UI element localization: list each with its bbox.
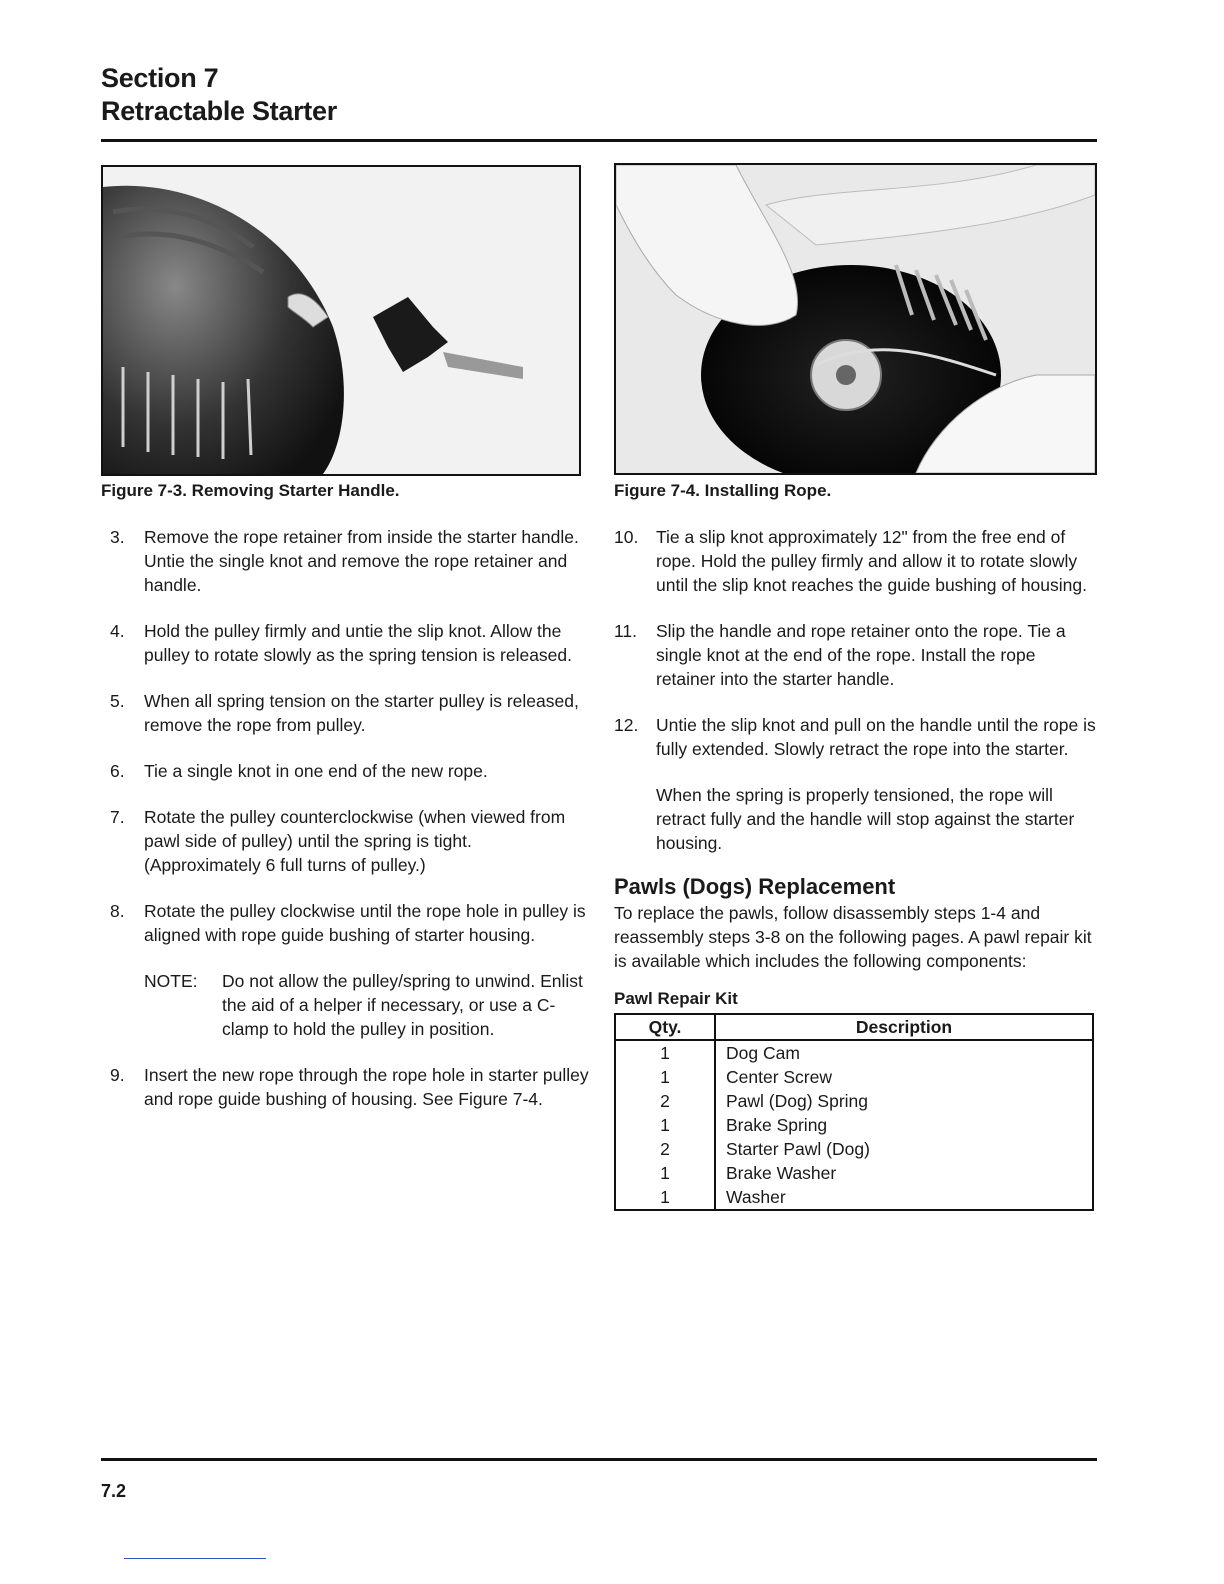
cell-description: Starter Pawl (Dog) [726,1139,870,1159]
figure-caption: Figure 7-4. Installing Rope. [614,481,832,500]
table-row [615,1161,1093,1185]
cell-qty: 1 [615,1040,715,1065]
step-number: 3. [110,527,125,547]
step-number: 6. [110,761,125,781]
step-text: Remove the rope retainer from inside the starter handle. Untie the single knot and remove the rope retainer and handle. [144,527,579,595]
page-title: Retractable Starter [101,96,337,126]
cell-description: Center Screw [726,1067,833,1087]
step-number: 9. [110,1065,125,1085]
step-item [614,619,1098,691]
step-number: 7. [110,807,125,827]
cell-qty: 1 [615,1161,715,1185]
cell-description: Dog Cam [726,1043,800,1063]
step-number: 10. [614,527,639,547]
step-number: 8. [110,901,125,921]
table-row [615,1065,1093,1089]
section-number: Section 7 [101,63,219,93]
cell-qty: 1 [615,1185,715,1210]
step-number: 5. [110,691,125,711]
step-number: 12. [614,715,639,735]
step-item [110,619,590,667]
cell-description: Washer [726,1187,786,1207]
table-row [615,1137,1093,1161]
footer-rule [101,1458,1097,1461]
cell-qty: 1 [615,1113,715,1137]
pawl-repair-kit-table [614,1013,1094,1211]
figure-removing-starter-handle [101,165,581,476]
step-item [110,689,590,737]
footer-link-underline [124,1558,266,1559]
step-followup-paragraph: When the spring is properly tensioned, the rope will retract fully and the handle will stop against the starter housing. [656,785,1075,853]
step-text: Tie a slip knot approximately 12" from the free end of rope. Hold the pulley firmly and allow it to rotate slowly until the slip knot reaches the guide bushing of housing. [656,527,1087,595]
page-number: 7.2 [101,1481,127,1501]
cell-qty: 2 [615,1137,715,1161]
step-text: When all spring tension on the starter pulley is released, remove the rope from pulley. [144,691,579,735]
page-header [101,62,337,128]
note-label: NOTE: [144,971,198,991]
step-item [110,759,590,783]
note-text: Do not allow the pulley/spring to unwind. Enlist the aid of a helper if necessary, or use a C-clamp to hold the pulley in position. [222,971,583,1039]
step-item [110,899,590,947]
table-title: Pawl Repair Kit [614,989,738,1008]
column-header-description: Description [715,1014,1093,1040]
table-row [615,1113,1093,1137]
cell-description: Brake Washer [726,1163,837,1183]
figure-caption: Figure 7-3. Removing Starter Handle. [101,481,400,500]
step-item [110,1063,590,1111]
step-item [110,525,590,597]
table-row [615,1185,1093,1210]
left-column [110,525,590,1133]
table-header-row [615,1014,1093,1040]
step-text: Rotate the pulley counterclockwise (when viewed from pawl side of pulley) until the spring is tight. (Approximately 6 full turns of pulley.) [144,807,566,875]
column-header-qty: Qty. [615,1014,715,1040]
cell-description: Pawl (Dog) Spring [726,1091,868,1111]
step-number: 11. [614,621,638,641]
step-text: Rotate the pulley clockwise until the rope hole in pulley is aligned with rope guide bushing of starter housing. [144,901,586,945]
step-text: Tie a single knot in one end of the new rope. [144,761,488,781]
header-rule [101,139,1097,142]
cell-qty: 2 [615,1089,715,1113]
step-number: 4. [110,621,125,641]
note-block [144,969,590,1041]
step-text: Untie the slip knot and pull on the handle until the rope is fully extended. Slowly retract the rope into the starter. [656,715,1096,759]
cell-qty: 1 [615,1065,715,1089]
step-item [110,805,590,877]
table-row [615,1040,1093,1065]
section-heading: Pawls (Dogs) Replacement [614,874,896,899]
step-item [614,525,1098,597]
table-row [615,1089,1093,1113]
step-text: Slip the handle and rope retainer onto the rope. Tie a single knot at the end of the rope. Install the rope retainer into the starter handle. [656,621,1066,689]
step-text: Hold the pulley firmly and untie the slip knot. Allow the pulley to rotate slowly as the spring tension is released. [144,621,573,665]
step-item [614,713,1098,761]
right-column [614,525,1098,1211]
section-intro: To replace the pawls, follow disassembly steps 1-4 and reassembly steps 3-8 on the following pages. A pawl repair kit is available which includes the following components: [614,903,1092,971]
cell-description: Brake Spring [726,1115,828,1135]
figure-installing-rope [614,163,1097,475]
step-text: Insert the new rope through the rope hole in starter pulley and rope guide bushing of housing. See Figure 7-4. [144,1065,589,1109]
